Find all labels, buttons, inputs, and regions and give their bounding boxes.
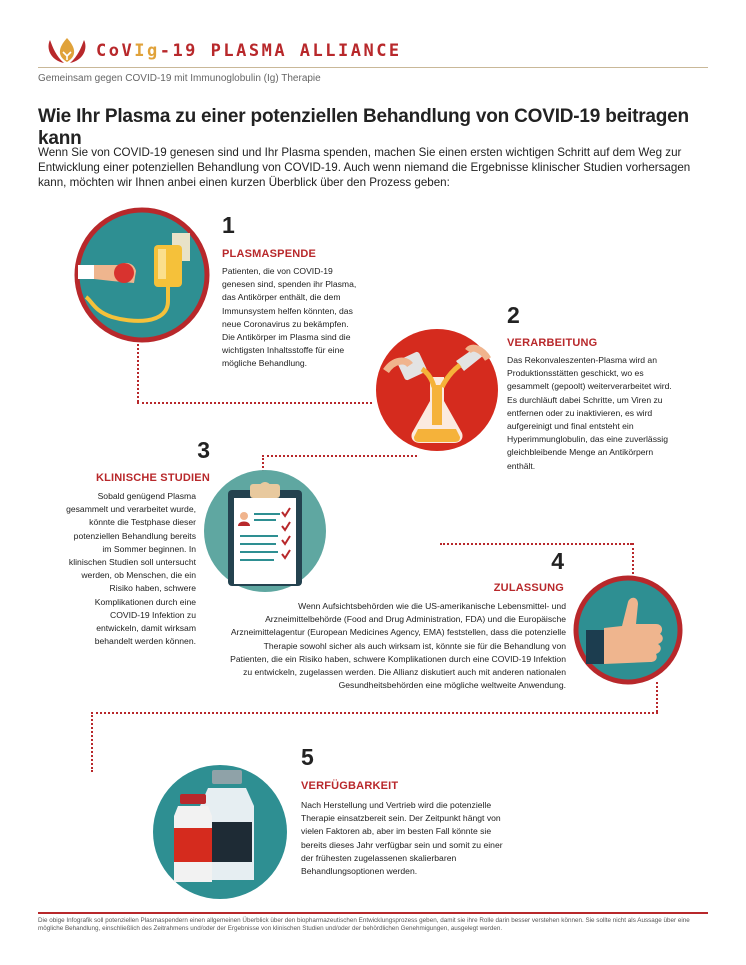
step-heading: ZULASSUNG bbox=[493, 582, 564, 594]
plasma-drop-logo bbox=[44, 36, 90, 66]
step-text: Patienten, die von COVID-19 genesen sind, spenden ihr Plasma, das Antikörper enthält, die dem Immunsystem helfen könnten, das neue Coronavirus zu bekämpfen. Die Antikörper im Plasma sind die wichtigsten Inhaltsstoffe für eine mögliche Behandlung. bbox=[222, 266, 357, 369]
step-heading: PLASMASPENDE bbox=[222, 248, 317, 260]
step-text: Sobald genügend Plasma gesammelt und verarbeitet wurde, könnte die Testphase dieser potenziellen Behandlung bereits im Sommer beginnen. In klinischen Studien soll untersucht werden, ob Menschen, die ein Risiko haben, schwere Komplikationen durch eine COVID-19 Infektion zu entwickeln, damit wirksam behandelt werden können. bbox=[66, 491, 196, 647]
step-number: 5 bbox=[301, 744, 314, 770]
step-text: Wenn Aufsichtsbehörden wie die US-amerikanische Lebensmittel- und Arzneimittelbehörde (Food and Drug Administration, FDA) und die Europäische Arzneimittelagentur (European Medicines Agency, EMA) feststellen, dass die potenzielle Therapie sowohl sicher als auch wirksam ist, könnte sie für die Behandlung von Patienten, die ein Risiko haben, schwere Komplikationen durch eine COVID-19 Infektion zu entwickeln, zugelassen werden. Die Allianz diskutiert auch mit anderen nationalen Gesundheitsbehörden eine mögliche weltweite Anwendung. bbox=[230, 601, 566, 691]
step-number: 4 bbox=[551, 548, 564, 574]
brand-name: CoVIg-19 PLASMA ALLIANCE bbox=[96, 41, 402, 61]
page-title: Wie Ihr Plasma zu einer potenziellen Behandlung von COVID-19 beitragen kann bbox=[38, 106, 689, 149]
thumbs-up-icon bbox=[572, 574, 684, 686]
connector bbox=[137, 340, 139, 402]
connector bbox=[656, 682, 658, 712]
lab-flask-icon bbox=[372, 325, 502, 455]
footer-disclaimer: Die obige Infografik soll potenziellen Plasmaspendern einen allgemeinen Überblick über den biopharmazeutischen Entwicklungsprozess geben, damit sie ihre Rolle darin besser verstehen können. Sie sollte nicht als Aussage über eine mögliche Behandlung, einschließlich des Zeitrahmens und/oder der Ergebnisse von klinischen Studien und/oder der behördlichen Genehmigungen, ausgelegt werden. bbox=[38, 917, 690, 933]
clipboard-icon bbox=[200, 466, 330, 596]
connector bbox=[632, 543, 634, 578]
step-heading: VERARBEITUNG bbox=[507, 337, 598, 349]
step-number: 2 bbox=[507, 302, 520, 328]
connector bbox=[91, 712, 93, 772]
connector bbox=[91, 712, 658, 714]
header-divider bbox=[38, 67, 708, 68]
step-heading: VERFÜGBARKEIT bbox=[301, 780, 399, 792]
step-text: Nach Herstellung und Vertrieb wird die potenzielle Therapie einsatzbereit sein. Der Zeitpunkt hängt von vielen Faktoren ab, aber im besten Fall könnte sie bereits dieses Jahr verfügbar sein und somit zu einer der frühesten zugelassenen skalierbaren Behandlungsoptionen werden. bbox=[301, 800, 503, 877]
tagline: Gemeinsam gegen COVID-19 mit Immunoglobulin (Ig) Therapie bbox=[38, 73, 321, 84]
step-heading: KLINISCHE STUDIEN bbox=[95, 472, 210, 484]
connector bbox=[137, 402, 372, 404]
intro-paragraph: Wenn Sie von COVID-19 genesen sind und Ihr Plasma spenden, machen Sie einen ersten wichtigen Schritt auf dem Weg zur Entwicklung einer potenziellen Behandlung von COVID-19. Auch wenn niemand die Ergebnisse klinischer Studien vorhersagen kann, möchten wir Ihnen anbei einen kurzen Überblick über den Prozess geben: bbox=[38, 146, 691, 189]
step-number: 1 bbox=[222, 212, 235, 238]
connector bbox=[262, 455, 417, 457]
medicine-bottles-icon bbox=[150, 762, 290, 902]
step-number: 3 bbox=[197, 437, 210, 463]
footer-divider bbox=[38, 912, 708, 914]
step-text: Das Rekonvaleszenten-Plasma wird an Produktionsstätten geschickt, wo es gesammelt (gepoolt) weiterverarbeitet wird. Es durchläuft dabei Schritte, um Viren zu entfernen oder zu inaktivieren, es wird aufgereinigt und final entsteht ein Hyperimmunglobulin, das eine zuverlässig gleichbleibende Menge an Antikörpern enthält. bbox=[507, 355, 672, 471]
connector bbox=[440, 543, 632, 545]
plasma-donation-icon bbox=[72, 205, 212, 345]
